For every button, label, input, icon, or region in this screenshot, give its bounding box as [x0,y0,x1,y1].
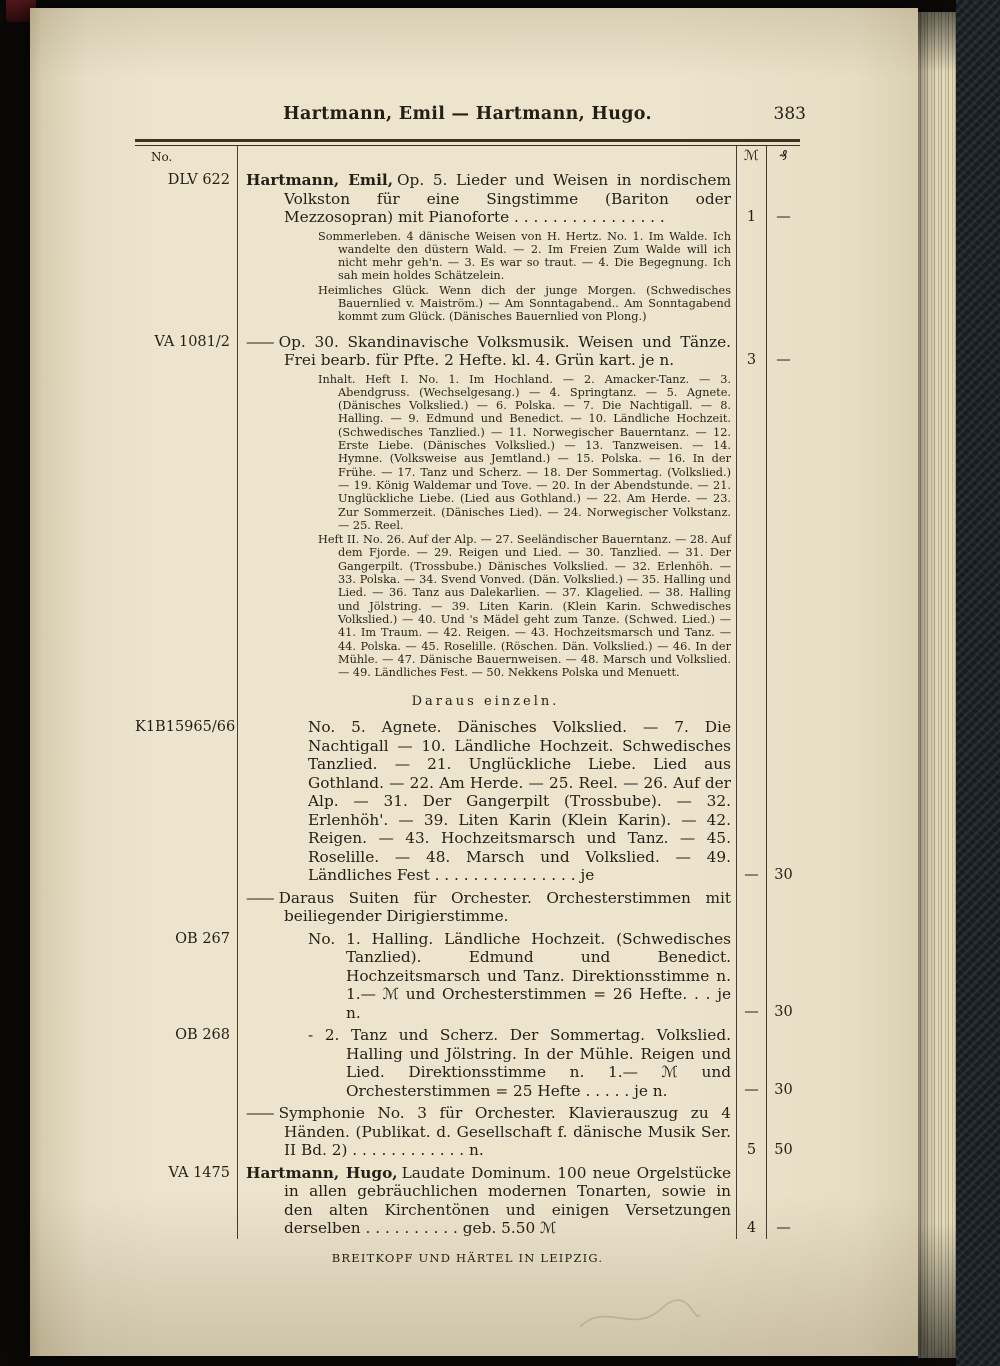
 [767,685,800,715]
price-pf: 50 [774,1141,793,1158]
 [737,685,767,715]
catalog-page [30,8,918,1356]
section-heading: Daraus einzeln. [411,694,560,710]
entry-body [237,330,737,371]
 [135,228,237,330]
entry-body [237,168,737,228]
price-mark: — [737,715,767,886]
entry-body [237,1023,737,1101]
catalog-table [135,146,800,1239]
repeat-dash: —— [246,888,273,907]
page-header-title: Hartmann, Emil — Hartmann, Hugo. [283,104,652,124]
 [135,371,237,686]
price-pf: 30 [774,1004,793,1021]
entry-composer-name: Hartmann, Emil, [246,171,394,189]
entry-details [237,371,737,686]
entry-main-text: Symphonie No. 3 für Orchester. Klavierauszug zu 4 Händen. (Publikat. d. Gesellschaft f. dänische Musik Ser. II Bd. 2) . . . . . . . . . . . . n. [278,1104,731,1160]
entry-text [238,715,733,886]
entry-text [238,886,733,927]
 [737,228,767,330]
entry-body [237,715,737,886]
price-pf: — [776,208,791,225]
price-pf [767,886,800,927]
catalog-number: OB 268 [175,1027,230,1044]
page-header [30,104,918,130]
column-header-mark: ℳ [737,146,767,168]
price-pf: — [776,351,791,368]
entry-body [237,927,737,1024]
catalog-number [135,1101,237,1161]
entry-composer-name: Hartmann, Hugo, [246,1163,398,1182]
entry-text [238,1023,733,1101]
catalog-number: K1B15965/66 [135,719,236,736]
 [135,685,237,715]
entry-main-text: No. 1. Halling. Ländliche Hochzeit. (Schwedisches Tanzlied). Edmund und Benedict. Hochzeitsmarsch und Tanz. Direktionsstimme n. 1.— ℳ und Orchesterstimmen = 26 Hefte. . . je n. [308,929,731,1022]
entry-main-text: Op. 30. Skandinavische Volksmusik. Weisen und Tänze. Frei bearb. für Pfte. 2 Hefte. kl. 4. Grün kart. je n. [278,332,731,370]
entry-main-text: Laudate Dominum. 100 neue Orgelstücke in allen gebräuchlichen modernen Tonarten, sowie in den alten Kirchentönen und einigen Versetzungen derselben . . . . . . . . . . geb. 5.50 ℳ [284,1163,732,1238]
price-pf: — [776,1219,791,1236]
price-mark: 4 [737,1161,767,1239]
page-number: 383 [773,104,806,124]
price-pf: 30 [774,1082,793,1099]
catalog-number: DLV 622 [167,172,230,188]
column-header-no: No. [151,150,173,164]
entry-main-text: Op. 5. Lieder und Weisen in nordischem Volkston für eine Singstimme (Bariton oder Mezzosopran) mit Pianoforte . . . . . . . . . . . . . . . . [284,171,731,226]
column-header-body [237,146,737,168]
detail-paragraph: Sommerleben. 4 dänische Weisen von H. Hertz. No. 1. Im Walde. Ich wandelte den düstern Wald. — 2. Im Freien Zum Walde will ich nicht mehr geh'n. — 3. Es war so traut. — 4. Die Begegnung. Ich sah mein holdes Schätzelein. [318,229,731,283]
entry-text [238,1101,733,1161]
detail-paragraph: Heimliches Glück. Wenn dich der junge Morgen. (Schwedisches Bauernlied v. Maiström.) — Am Sonntagabend.. Am Sonntagabend kommt zum Glück. (Dänisches Bauernlied von Plong.) [318,283,731,324]
price-mark [737,886,767,927]
entry-body [237,1161,737,1239]
repeat-dash: —— [246,332,273,351]
publisher-footer: BREITKOPF UND HÄRTEL IN LEIPZIG. [331,1250,604,1265]
column-header-pf: ₰ [779,149,788,164]
entry-body [237,886,737,927]
book-cover-edge [956,0,1000,1366]
 [237,685,737,715]
 [737,371,767,686]
catalog-number [135,886,237,927]
entry-details [237,228,737,330]
entry-text [238,330,733,371]
price-mark: 5 [737,1101,767,1161]
pencil-mark [575,1295,705,1340]
catalog-number: VA 1475 [168,1164,230,1181]
entry-text [238,927,733,1024]
header-rule [135,139,800,146]
entry-text [238,1161,733,1239]
price-mark: 1 [737,168,767,228]
detail-paragraph: Heft II. No. 26. Auf der Alp. — 27. Seeländischer Bauerntanz. — 28. Auf dem Fjorde. — 29. Reigen und Lied. — 30. Tanzlied. — 31. Der Gangerpilt. (Trossbube.) Dänisches Volkslied. — 32. Erlenhöh. — 33. Polska. — 34. Svend Vonved. (Dän. Volkslied.) — 35. Halling und Lied. — 36. Tanz aus Dalekarlien. — 37. Klagelied. — 38. Halling und Jölstring. — 39. Liten Karin. (Klein Karin. Schwedisches Volkslied.) — 40. Und 's Mädel geht zum Tanze. (Schwed. Lied.) — 41. Im Traum. — 42. Reigen. — 43. Hochzeitsmarsch und Tanz. — 44. Polska. — 45. Roselille. (Röschen. Dän. Volkslied.) — 46. In der Mühle. — 47. Dänische Bauernweisen. — 48. Marsch und Volkslied. — 49. Ländliches Fest. — 50. Nekkens Polska und Menuett. [318,533,731,680]
catalog-number: OB 267 [175,930,230,947]
entry-main-text: No. 5. Agnete. Dänisches Volkslied. — 7. Die Nachtigall — 10. Ländliche Hochzeit. Schwedisches Tanzlied. — 21. Unglückliche Liebe. Lied aus Gothland. — 22. Am Herde. — 25. Reel. — 26. Auf der Alp. — 31. Der Gangerpilt (Trossbube). — 32. Erlenhöh'. — 39. Liten Karin (Klein Karin). — 42. Reigen. — 43. Hochzeitsmarsch und Tanz. — 45. Roselille. — 48. Marsch und Volkslied. — 49. Ländliches Fest . . . . . . . . . . . . . . . je [308,718,731,885]
entry-main-text: - 2. Tanz und Scherz. Der Sommertag. Volkslied. Halling und Jölstring. In der Mühle. Reigen und Lied. Direktionsstimme n. 1.— ℳ und Orchesterstimmen = 25 Hefte . . . . . je n. [308,1026,731,1100]
 [767,228,800,330]
price-mark: — [737,1023,767,1101]
price-pf: 30 [774,866,793,883]
entry-main-text: Daraus Suiten für Orchester. Orchesterstimmen mit beiliegender Dirigierstimme. [278,888,731,926]
page-stack-edge [918,12,958,1358]
detail-paragraph: Inhalt. Heft I. No. 1. Im Hochland. — 2. Amacker-Tanz. — 3. Abendgruss. (Wechselgesang.) — 4. Springtanz. — 5. Agnete. (Dänisches Volkslied.) — 6. Polska. — 7. Die Nachtigall. — 8. Halling. — 9. Edmund und Benedict. — 10. Ländliche Hochzeit. (Schwedisches Tanzlied.) — 11. Norwegischer Bauerntanz. — 12. Erste Liebe. (Dänisches Volkslied.) — 13. Tanzweisen. — 14. Hymne. (Volksweise aus Jemtland.) — 15. Polska. — 16. In der Frühe. — 17. Tanz und Scherz. — 18. Der Sommertag. (Volkslied.) — 19. König Waldemar und Tove. — 20. In der Abendstunde. — 21. Unglückliche Liebe. (Lied aus Gothland.) — 22. Am Herde. — 23. Zur Sommerzeit. (Dänisches Lied). — 24. Norwegischer Volkstanz. — 25. Reel. [318,372,731,532]
price-mark: 3 [737,330,767,371]
repeat-dash: —— [246,1104,273,1123]
entry-body [237,1101,737,1161]
catalog-number: VA 1081/2 [154,333,230,350]
entry-text [238,168,733,228]
price-mark: — [737,927,767,1024]
 [767,371,800,686]
